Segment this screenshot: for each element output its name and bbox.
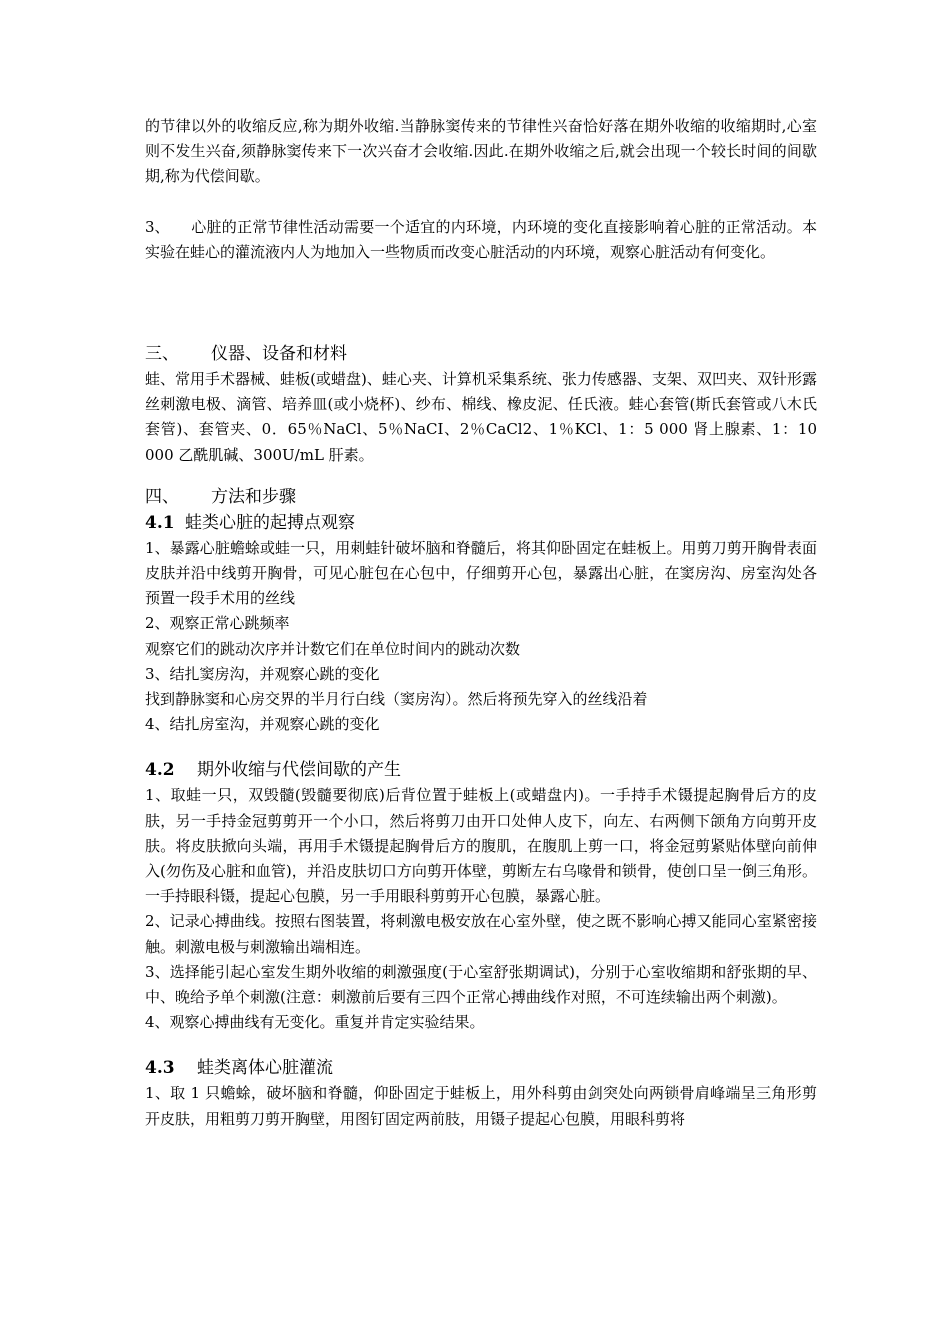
- subsection-4-1-title: 蛙类心脏的起搏点观察: [185, 512, 355, 533]
- section-4-title: 方法和步骤: [211, 486, 296, 507]
- section-4-number: 四、: [145, 486, 179, 507]
- subsection-4-3-title: 蛙类离体心脏灌流: [197, 1058, 333, 1079]
- subsection-4-2-heading: [145, 757, 817, 783]
- materials-paragraph: 蛙、常用手术器械、蛙板(或蜡盘)、蛙心夹、计算机采集系统、张力传感器、支架、双凹夹、双针形露丝刺激电极、滴管、培养皿(或小烧杯)、纱布、棉线、橡皮泥、任氏液。蛙心套管(斯氏套管或八木氏套管)、套管夹、0．65％NaCl、5％NaCI、2％CaCl2、1％KCl、1：5 000 肾上腺素、1：10 000 乙酰肌碱、300U/mL 肝素。: [145, 370, 817, 464]
- paragraph-3-text: 心脏的正常节律性活动需要一个适宜的内环境，内环境的变化直接影响着心脏的正常活动。本实验在蛙心的灌流液内人为地加入一些物质而改变心脏活动的内环境，观察心脏活动有何变化。: [145, 217, 817, 261]
- step-4-1-3: 3、结扎窦房沟，并观察心跳的变化: [145, 664, 380, 683]
- step-4-2-4: 4、观察心搏曲线有无变化。重复并肯定实验结果。: [145, 1013, 485, 1032]
- section-3-number: 三、: [145, 344, 179, 365]
- paragraph-3: [145, 215, 817, 265]
- subsection-4-2-title: 期外收缩与代偿间歇的产生: [197, 760, 401, 781]
- section-4-heading: [145, 484, 817, 510]
- step-4-1-1: 1、暴露心脏蟾蜍或蛙一只，用刺蛙针破坏脑和脊髓后，将其仰卧固定在蛙板上。用剪刀剪开胸骨表面皮肤并沿中线剪开胸骨，可见心脏包在心包中，仔细剪开心包，暴露出心脏，在窦房沟、房室沟处各预置一段手术用的丝线: [145, 538, 817, 608]
- step-4-1-2-detail: 观察它们的跳动次序并计数它们在单位时间内的跳动次数: [145, 639, 521, 658]
- step-4-1-4: 4、结扎房室沟，并观察心跳的变化: [145, 715, 380, 734]
- section-3-title: 仪器、设备和材料: [211, 344, 347, 365]
- step-4-2-1: 1、取蛙一只，双毁髓(毁髓要彻底)后背位置于蛙板上(或蜡盘内)。一手持手术镊提起胸骨后方的皮肤，另一手持金冠剪剪开一个小口，然后将剪刀由开口处伸人皮下，向左、右两侧下颌角方向剪开皮肤。将皮肤掀向头端，再用手术镊提起胸骨后方的腹肌，在腹肌上剪一口，将金冠剪紧贴体壁向前伸入(勿伤及心脏和血管)，并沿皮肤切口方向剪开体壁，剪断左右乌喙骨和锁骨，使创口呈一倒三角形。一手持眼科镊，提起心包膜，另一手用眼科剪剪开心包膜，暴露心脏。: [145, 786, 817, 906]
- step-4-1-2: 2、观察正常心跳频率: [145, 614, 290, 633]
- subsection-4-1-number: 4.1: [145, 512, 175, 533]
- subsection-4-2-number: 4.2: [145, 760, 175, 781]
- step-4-3-1: 1、取 1 只蟾蜍，破坏脑和脊髓，仰卧固定于蛙板上，用外科剪由剑突处向两锁骨肩峰端呈三角形剪开皮肤，用粗剪刀剪开胸壁，用图钉固定两前肢，用镊子提起心包膜，用眼科剪将: [145, 1084, 817, 1128]
- section-3-heading: [145, 341, 817, 367]
- paragraph-extrasystole: 的节律以外的收缩反应,称为期外收缩.当静脉窦传来的节律性兴奋恰好落在期外收缩的收缩期时,心室则不发生兴奋,须静脉窦传来下一次兴奋才会收缩.因此.在期外收缩之后,就会出现一个较长时间的间歇期,称为代偿间歇。: [145, 117, 817, 186]
- step-4-2-2: 2、记录心搏曲线。按照右图装置，将刺激电极安放在心室外壁，使之既不影响心搏又能同心室紧密接触。刺激电极与刺激输出端相连。: [145, 912, 817, 956]
- subsection-4-1-heading: [145, 510, 817, 536]
- document-content: [145, 114, 817, 1132]
- subsection-4-3-number: 4.3: [145, 1058, 175, 1079]
- step-4-2-3: 3、选择能引起心室发生期外收缩的刺激强度(于心室舒张期调试)，分别于心室收缩期和舒张期的早、中、晚给予单个刺激(注意：刺激前后要有三四个正常心搏曲线作对照，不可连续输出两个刺激)。: [145, 962, 817, 1007]
- paragraph-3-number: 3、: [145, 217, 170, 236]
- subsection-4-3-heading: [145, 1055, 817, 1081]
- step-4-1-3-detail: 找到静脉窦和心房交界的半月行白线（窦房沟）。然后将预先穿入的丝线沿着: [145, 690, 648, 709]
